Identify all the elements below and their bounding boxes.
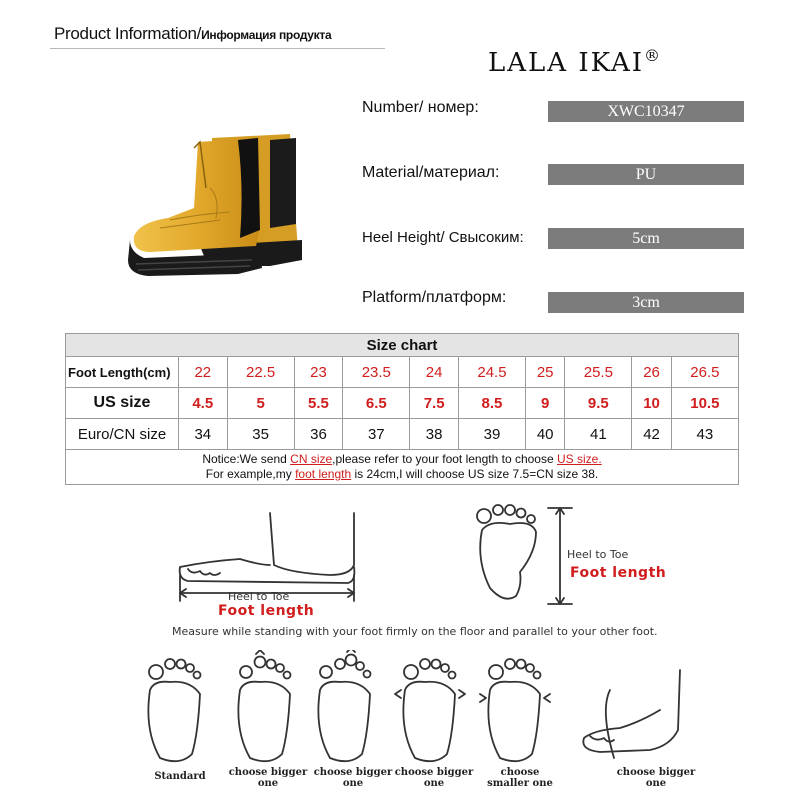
measure-instruction: Measure while standing with your foot firmly on the floor and parallel to your other foot. [172,625,658,638]
table-cell: 36 [294,419,343,450]
table-row [66,388,739,419]
table-cell: 43 [671,419,738,450]
brand-logo [488,48,662,78]
foot-type-label: choose bigger one [313,767,393,789]
table-cell: 34 [179,419,228,450]
spec-material-label: Material/материал: [362,164,500,181]
spec-number-value: XWC10347 [548,101,744,122]
us-size-label: US size [66,388,179,419]
size-chart-title: Size chart [66,334,739,357]
title-en: Product Information/ [54,24,202,43]
table-cell: 40 [526,419,565,450]
table-cell: 25.5 [565,357,632,388]
table-cell: 24.5 [458,357,525,388]
spec-number-label: Number/ номер: [362,99,479,116]
foot-length-label-side: Foot length [218,603,315,619]
table-cell: 5.5 [294,388,343,419]
table-cell: 9.5 [565,388,632,419]
size-chart-table [65,333,739,485]
notice-cn-size: CN size [290,452,333,466]
boot-image [120,128,310,278]
spec-platform-label: Platform/платформ: [362,289,507,306]
heel-to-toe-label-side: Heel to Toe [228,590,290,603]
foot-type-label: Standard [154,771,206,782]
notice-foot-length: foot length [295,467,352,481]
brand-name: LALA IKAI [488,48,645,78]
notice-part: For example,my [205,467,296,481]
table-cell: 8.5 [458,388,525,419]
table-cell: 23 [294,357,343,388]
table-cell: 4.5 [179,388,228,419]
table-cell: 9 [526,388,565,419]
table-cell: 42 [632,419,671,450]
table-cell: 10 [632,388,671,419]
spec-heel-value: 5cm [548,228,744,249]
table-cell: 41 [565,419,632,450]
title-underline [50,48,385,49]
foot-type-label: choose smaller one [487,767,553,789]
registered-mark: ® [644,46,663,65]
table-cell: 35 [227,419,294,450]
notice-part: is 24cm,I will choose US size 7.5=CN size 38. [351,467,599,481]
notice-text [66,450,739,485]
table-cell: 37 [343,419,410,450]
table-row [66,357,739,388]
table-row [66,419,739,450]
table-cell: 39 [458,419,525,450]
spec-platform-value: 3cm [548,292,744,313]
title-ru: Информация продукта [201,28,332,42]
notice-us-size: US size. [556,452,602,466]
page-title [54,24,331,44]
table-cell: 25 [526,357,565,388]
table-cell: 22 [179,357,228,388]
notice-part: ,please refer to your foot length to choose [332,452,557,466]
heel-to-toe-label-top: Heel to Toe [567,548,629,561]
table-cell: 7.5 [410,388,459,419]
table-cell: 10.5 [671,388,738,419]
foot-type-label: choose bigger one [228,767,308,789]
foot-length-label: Foot Length(cm) [66,357,179,388]
euro-cn-size-label: Euro/CN size [66,419,179,450]
table-cell: 22.5 [227,357,294,388]
table-cell: 38 [410,419,459,450]
foot-type-label: choose bigger one [394,767,474,789]
top-foot-sketch [460,500,580,610]
foot-types-sketch [130,650,730,768]
table-cell: 26 [632,357,671,388]
foot-length-label-top: Foot length [570,565,667,581]
spec-heel-label: Heel Height/ Свысоким: [362,229,524,246]
table-cell: 23.5 [343,357,410,388]
table-cell: 5 [227,388,294,419]
table-cell: 6.5 [343,388,410,419]
table-cell: 26.5 [671,357,738,388]
spec-material-value: PU [548,164,744,185]
notice-row [66,450,739,485]
foot-type-label: choose bigger one [616,767,696,789]
notice-part: Notice:We send [202,452,291,466]
table-cell: 24 [410,357,459,388]
